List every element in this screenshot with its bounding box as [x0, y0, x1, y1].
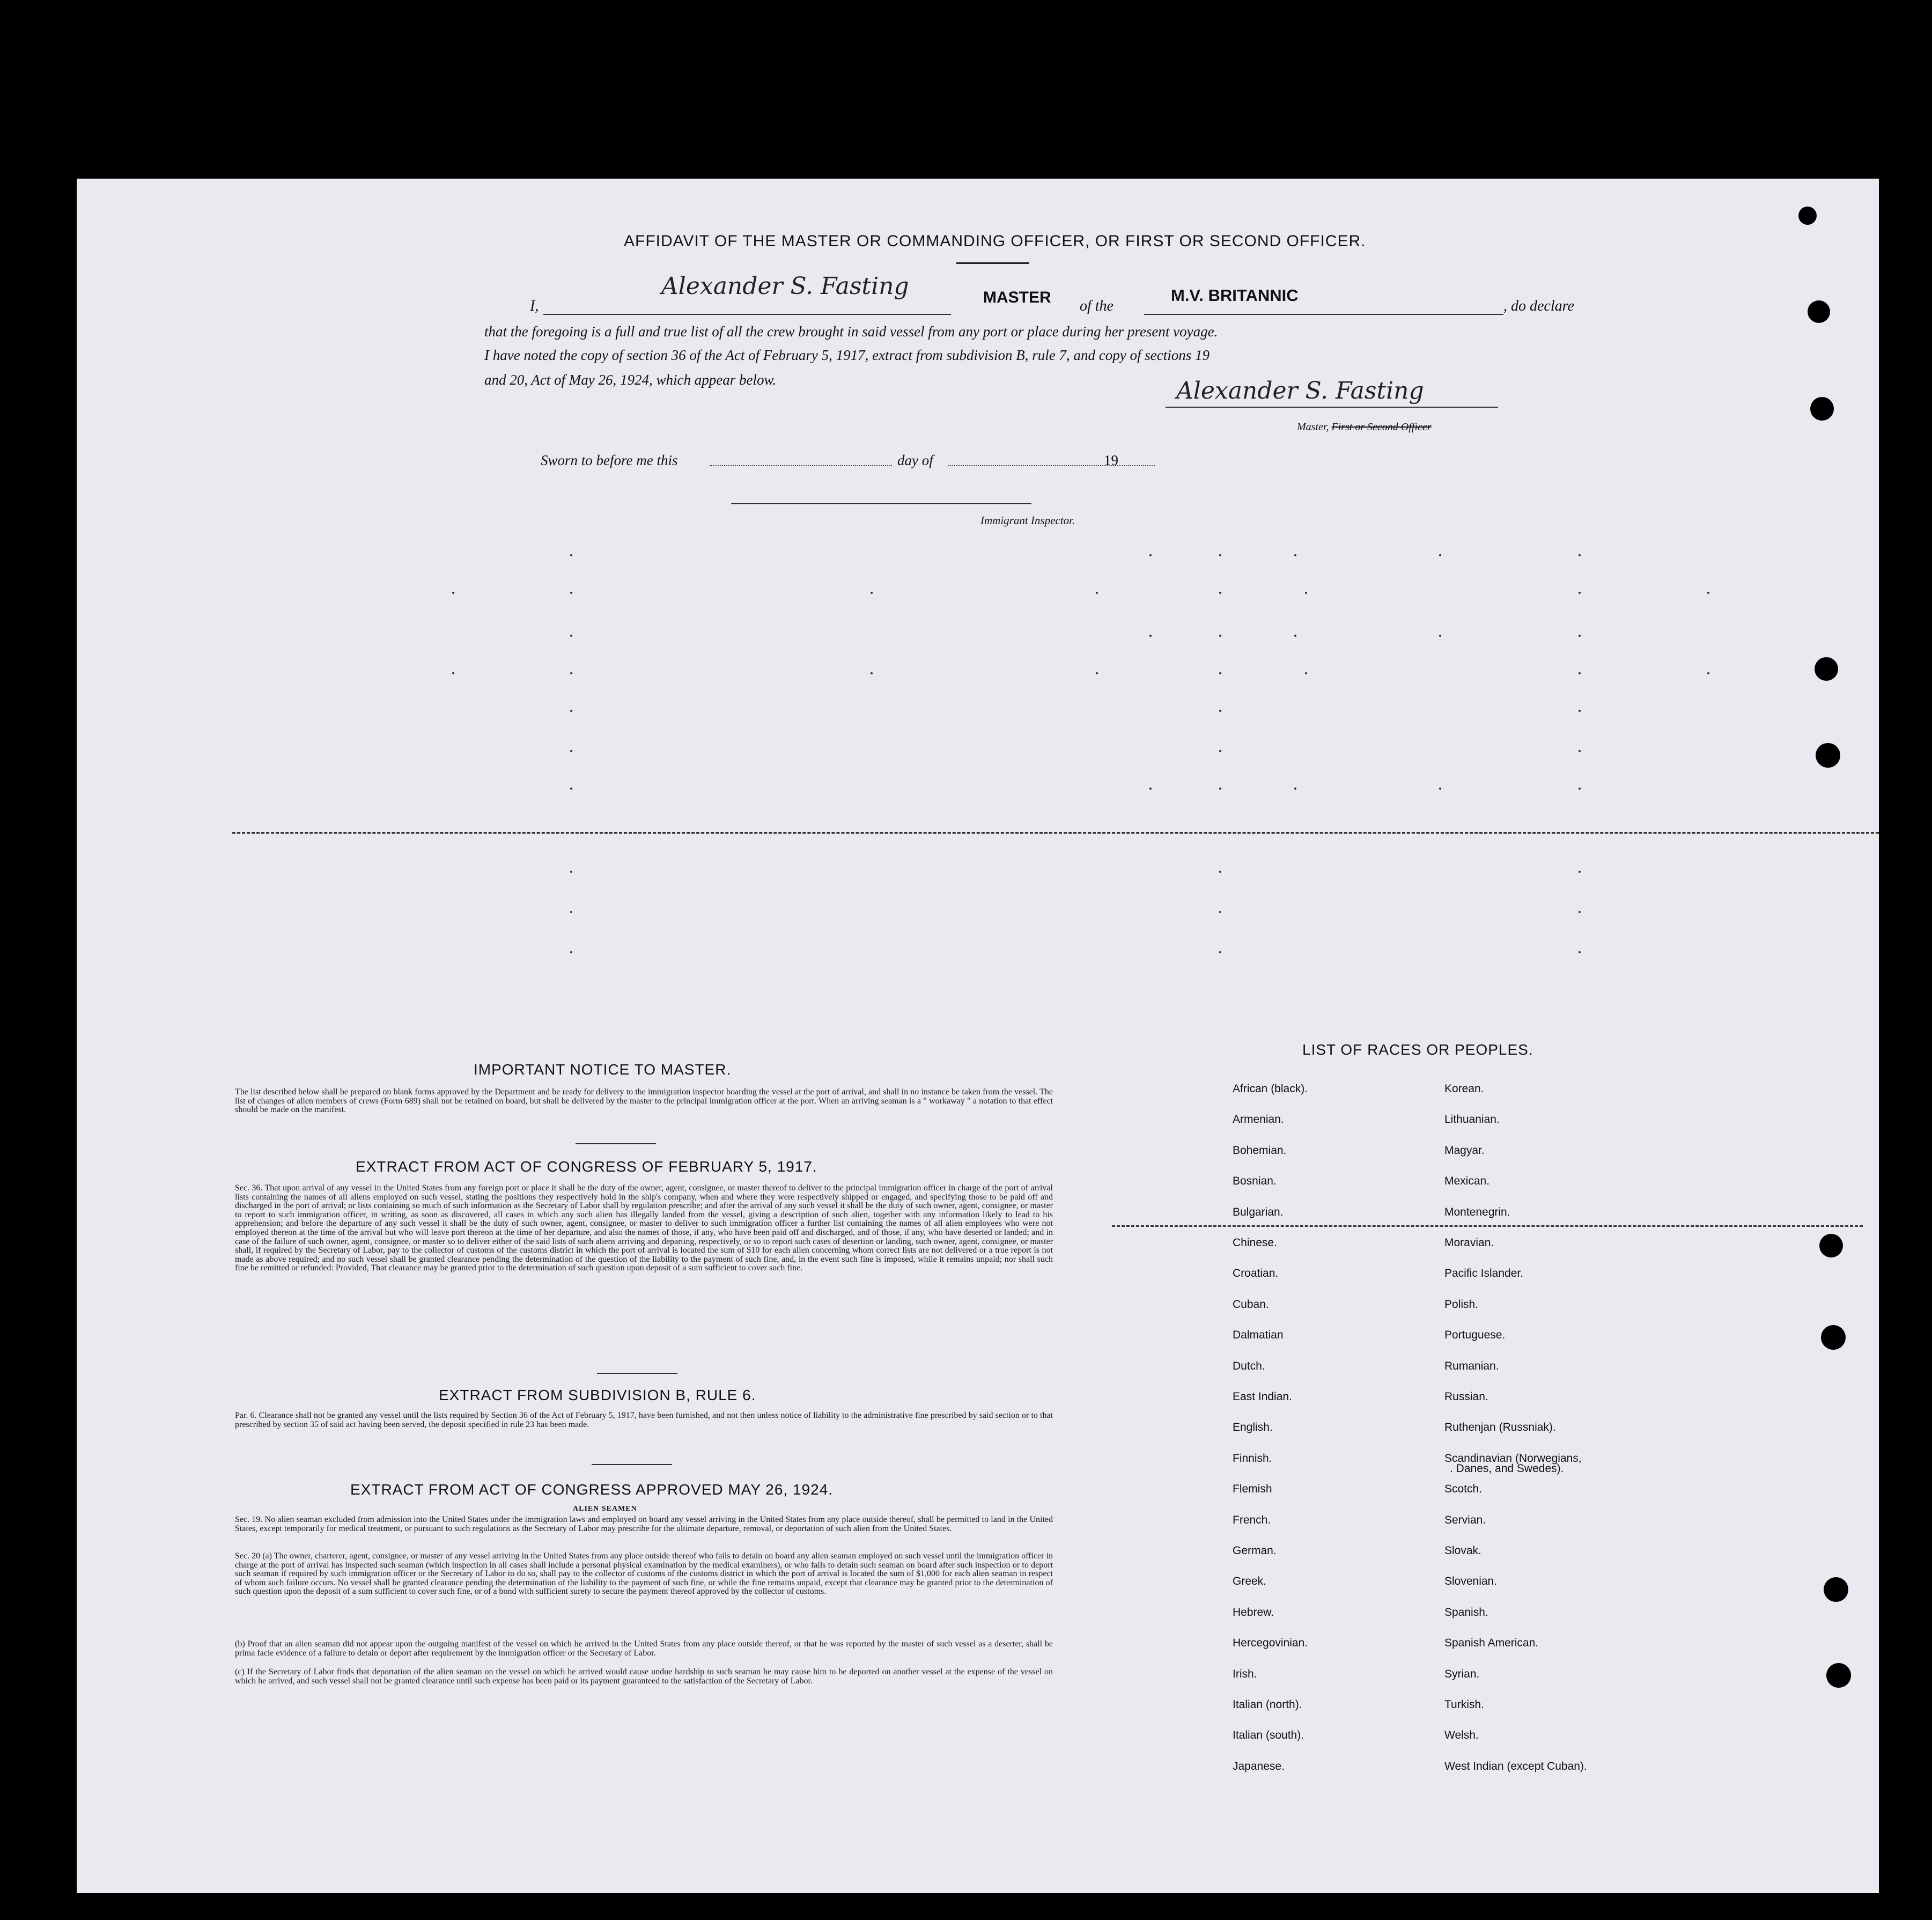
race-item: German. — [1233, 1544, 1277, 1557]
race-item: Irish. — [1233, 1667, 1257, 1680]
race-item: Spanish American. — [1444, 1637, 1539, 1650]
of-the-label: of the — [1080, 298, 1114, 314]
race-item: Syrian. — [1444, 1667, 1480, 1680]
sworn-day-label: day of — [897, 452, 933, 468]
dot-mark — [1219, 750, 1221, 752]
binder-hole — [1816, 743, 1840, 768]
dot-mark — [1579, 750, 1581, 752]
vessel-name: M.V. BRITANNIC — [1171, 286, 1299, 305]
binder-hole — [1808, 300, 1830, 323]
dot-mark — [1294, 635, 1296, 637]
dot-mark — [570, 710, 572, 712]
signature-underline — [1166, 407, 1498, 408]
affidavit-title: AFFIDAVIT OF THE MASTER OR COMMANDING OFFICER, OR FIRST OR SECOND OFFICER. — [624, 232, 1366, 250]
affidavit-line-4: and 20, Act of May 26, 1924, which appear below. — [484, 372, 777, 388]
races-title: LIST OF RACES OR PEOPLES. — [1302, 1041, 1533, 1058]
race-item: Dalmatian — [1233, 1329, 1284, 1342]
race-item: Slovenian. — [1444, 1575, 1498, 1588]
dot-mark — [1219, 788, 1221, 790]
race-item: Welsh. — [1444, 1729, 1479, 1742]
race-item: Hercegovinian. — [1233, 1637, 1308, 1650]
dot-mark — [1219, 635, 1221, 637]
dot-mark — [1294, 788, 1296, 790]
race-item: Dutch. — [1233, 1359, 1265, 1372]
dot-mark — [452, 592, 454, 594]
dot-mark — [1219, 871, 1221, 873]
race-item: African (black). — [1233, 1083, 1308, 1095]
race-item: Chinese. — [1233, 1237, 1277, 1249]
race-item: Finnish. — [1233, 1452, 1272, 1465]
dot-mark — [1579, 635, 1581, 637]
do-declare-label: , do declare — [1503, 298, 1574, 314]
race-item: Scotch. — [1444, 1483, 1483, 1496]
dot-mark — [570, 911, 572, 913]
binder-hole — [1798, 207, 1817, 225]
dot-mark — [570, 672, 572, 674]
dot-mark — [1439, 635, 1441, 637]
binder-hole — [1819, 1234, 1843, 1257]
race-item: Italian (north). — [1233, 1698, 1302, 1711]
dot-mark — [1305, 672, 1307, 674]
race-item: Slovak. — [1444, 1544, 1481, 1557]
name-underline — [543, 314, 951, 315]
signature-caption — [1297, 421, 1432, 433]
race-item: West Indian (except Cuban). — [1444, 1760, 1587, 1772]
document-page — [77, 179, 1879, 1893]
extract-1924-title: EXTRACT FROM ACT OF CONGRESS APPROVED MAY 26, 1924. — [350, 1481, 834, 1498]
race-item: Portuguese. — [1444, 1329, 1506, 1342]
sworn-year: 19 — [1104, 452, 1118, 468]
dot-mark — [1579, 710, 1581, 712]
race-item: Bohemian. — [1233, 1144, 1287, 1157]
dot-mark — [570, 788, 572, 790]
binder-hole — [1821, 1325, 1846, 1350]
extract-1917-title: EXTRACT FROM ACT OF CONGRESS OF FEBRUARY 5, 1917. — [356, 1158, 817, 1175]
race-item: Croatian. — [1233, 1267, 1279, 1280]
dot-mark — [570, 592, 572, 594]
race-item: East Indian. — [1233, 1391, 1292, 1403]
race-item: Scandinavian (Norwegians, — [1444, 1452, 1582, 1465]
dot-mark — [1439, 788, 1441, 790]
race-item: Pacific Islander. — [1444, 1267, 1524, 1280]
dot-mark — [452, 672, 454, 674]
race-item: Armenian. — [1233, 1113, 1284, 1126]
sworn-month-blank — [948, 465, 1155, 466]
dot-mark — [1096, 592, 1098, 594]
title-rule — [956, 262, 1029, 264]
extract-1924-sec20c: (c) If the Secretary of Labor finds that deportation of the alien seaman on the vessel on which he arrived would cause undue hardship to such seaman he may cause him to be deported on another vessel at the expense of the vessel on which he arrived, and such vessel shall not be granted clearance until such expense has been paid or its payment guaranteed to the satisfaction of the Secretary of Labor. — [235, 1667, 1053, 1686]
race-item: Moravian. — [1444, 1237, 1494, 1249]
rule6-body: Par. 6. Clearance shall not be granted any vessel until the lists required by Section 36 of the Act of February 5, 1917, have been furnished, and not then unless notice of liability to the administrative fine prescribed by said section or to that prescribed by section 35 of said act having been served, the deposit specified in rule 23 has been made. — [235, 1411, 1053, 1429]
dot-mark — [1305, 592, 1307, 594]
race-item: Mexican. — [1444, 1175, 1490, 1188]
upper-divider-line — [232, 832, 1879, 834]
dot-mark — [1219, 672, 1221, 674]
dot-mark — [1579, 554, 1581, 556]
rule6-rule — [592, 1464, 672, 1465]
dot-mark — [1219, 951, 1221, 953]
signature-name: Alexander S. Fasting — [661, 273, 909, 300]
dot-mark — [1707, 592, 1709, 594]
race-item: Bosnian. — [1233, 1175, 1277, 1188]
dot-mark — [1219, 911, 1221, 913]
dot-mark — [1439, 554, 1441, 556]
binder-hole — [1826, 1663, 1851, 1688]
sworn-prefix: Sworn to before me this — [541, 452, 678, 468]
binder-hole — [1810, 397, 1834, 421]
dot-mark — [1294, 554, 1296, 556]
race-item: Polish. — [1444, 1298, 1479, 1311]
race-item: Bulgarian. — [1233, 1205, 1284, 1218]
lower-divider-line — [1112, 1225, 1863, 1227]
dot-mark — [1219, 592, 1221, 594]
dot-mark — [1707, 672, 1709, 674]
extract-1924-sec20b: (b) Proof that an alien seaman did not appear upon the outgoing manifest of the vessel on which he arrived in the United States from any place outside thereof, or that he was reported by the master of such vessel as a deserter, shall be prima facie evidence of a failure to detain or deport after requirement by the immigration officer or the Secretary of Labor. — [235, 1639, 1053, 1658]
dot-mark — [1579, 592, 1581, 594]
race-item: Spanish. — [1444, 1606, 1488, 1619]
extract-1924-sec20a: Sec. 20 (a) The owner, charterer, agent, consignee, or master of any vessel arriving in the United States from any place outside thereof who fails to detain on board any alien seaman employed on such vessel until the immigration officer in charge at the port of arrival has inspected such seaman (which inspection in all cases shall include a personal physical examination by the medical examiners), or who fails to detain such seaman on board after such inspection or to deport such seaman if required by such immigration officer or the Secretary of Labor to do so, shall pay to the collector of customs of the customs district in which the port of arrival is located the sum of $1,000 for each alien seaman in respect of whom such failure occurs. No vessel shall be granted clearance pending the determination of the liability to the payment of such fine, or while the fine remains unpaid, except that clearance may be granted prior to the determination of such question upon the deposit of a sum sufficient to cover such fine, or of a bond with sufficient surety to secure the payment thereof approved by the collector of customs. — [235, 1551, 1053, 1597]
race-item: Greek. — [1233, 1575, 1267, 1588]
caption-struck-officer: First or Second Officer — [1331, 421, 1432, 433]
dot-mark — [1149, 554, 1152, 556]
race-item: Ruthenjan (Russniak). — [1444, 1421, 1556, 1434]
binder-hole — [1815, 657, 1838, 681]
notice-body: The list described below shall be prepared on blank forms approved by the Department and be ready for delivery to the immigration inspector boarding the vessel at the port of arrival, and shall in no instance be taken from the vessel. The list of changes of alien members of crews (Form 689) shall not be retained on board, but shall be delivered by the master to the principal immigration officer at the port. When an arriving seaman is a " workaway " a notation to that effect should be made on the manifest. — [235, 1087, 1053, 1115]
affidavit-line-3: I have noted the copy of section 36 of the Act of February 5, 1917, extract from subdivision B, rule 7, and copy of sections 19 — [484, 347, 1210, 363]
dot-mark — [1096, 672, 1098, 674]
rule6-title: EXTRACT FROM SUBDIVISION B, RULE 6. — [439, 1387, 756, 1403]
race-item: Russian. — [1444, 1391, 1488, 1403]
race-item: English. — [1233, 1421, 1273, 1434]
alien-seamen-subtitle: ALIEN SEAMEN — [573, 1505, 637, 1513]
i-label: I, — [530, 298, 539, 314]
affidavit-line-2: that the foregoing is a full and true list of all the crew brought in said vessel from any port or place during her present voyage. — [484, 323, 1218, 340]
dot-mark — [871, 592, 873, 594]
dot-mark — [570, 951, 572, 953]
notice-title: IMPORTANT NOTICE TO MASTER. — [474, 1061, 732, 1078]
dot-mark — [1579, 672, 1581, 674]
extract-1924-sec19: Sec. 19. No alien seaman excluded from admission into the United States under the immigration laws and employed on board any vessel arriving in the United States from any place outside thereof, shall be permitted to land in the United States, except temporarily for medical treatment, or pursuant to such regulations as the Secretary of Labor may prescribe for the ultimate departure, removal, or deportation of such alien from the United States. — [235, 1515, 1053, 1533]
caption-master: Master, — [1297, 421, 1329, 433]
race-item: Rumanian. — [1444, 1359, 1499, 1372]
dot-mark — [1579, 871, 1581, 873]
race-item: Flemish — [1233, 1483, 1272, 1496]
inspector-caption: Immigrant Inspector. — [980, 514, 1075, 527]
race-item: Servian. — [1444, 1513, 1486, 1526]
dot-mark — [871, 672, 873, 674]
race-item: Cuban. — [1233, 1298, 1269, 1311]
dot-mark — [1149, 788, 1152, 790]
dot-mark — [570, 750, 572, 752]
race-item: Turkish. — [1444, 1698, 1484, 1711]
dot-mark — [1219, 554, 1221, 556]
race-item: French. — [1233, 1513, 1271, 1526]
inspector-underline — [731, 503, 1031, 504]
race-item: Lithuanian. — [1444, 1113, 1500, 1126]
race-item: Montenegrin. — [1444, 1205, 1510, 1218]
dot-mark — [570, 554, 572, 556]
dot-mark — [1579, 911, 1581, 913]
sworn-line — [541, 452, 678, 469]
dot-mark — [570, 635, 572, 637]
sworn-day-blank — [710, 465, 892, 466]
race-item: Italian (south). — [1233, 1729, 1304, 1742]
binder-hole — [1824, 1577, 1848, 1602]
dot-mark — [1579, 788, 1581, 790]
vessel-underline — [1144, 314, 1503, 315]
race-item: Magyar. — [1444, 1144, 1485, 1157]
extract-1917-rule — [597, 1373, 677, 1374]
dot-mark — [1219, 710, 1221, 712]
dot-mark — [1149, 635, 1152, 637]
extract-1917-body: Sec. 36. That upon arrival of any vessel in the United States from any foreign port or place it shall be the duty of the owner, agent, consignee, or master thereof to deliver to the principal immigration officer in charge of the port of arrival lists containing the names of all aliens employed on such vessel, stating the positions they respectively hold in the ship's company, when and where they were respectively shipped or engaged, and specifying those to be paid off and discharged in the port of arrival; or lists containing so much of such information as the Secretary of Labor shall by regulation prescribe; and after the arrival of any such vessel it shall be the duty of such owner, agent, consignee, or master to report to such immigration officer, in writing, as soon as discovered, all cases in which any such alien has illegally landed from the vessel, giving a description of such alien, together with any information likely to lead to his apprehension; and before the departure of any such vessel it shall be the duty of such owner, agent, consignee, or master to deliver to such immigration officer a further list containing the names of all alien employees who were not employed thereon at the time of the arrival but who will leave port thereon at the time of her departure, and also the names of those, if any, who have been paid off and discharged, and of those, if any, who have deserted or landed; and in case of the failure of such owner, agent, consignee, or master so to deliver either of the said lists of such aliens arriving and departing, respectively, or so to report such cases of desertion or landing, such owner, agent, consignee, or master shall, if required by the Secretary of Labor, pay to the collector of customs of the customs district in which the port of arrival is located the sum of $10 for each alien concerning whom correct lists are not delivered or a true report is not made as above required; and no such vessel shall be granted clearance pending the determination of the question of the liability to the payment of such fine, and, in the event such fine is imposed, while it remains unpaid; nor shall such fine be remitted or refunded: Provided, That clearance may be granted prior to the determination of such question upon deposit of a sum sufficient to cover such fine. — [235, 1183, 1053, 1273]
race-item: Hebrew. — [1233, 1606, 1274, 1619]
race-item: Korean. — [1444, 1083, 1484, 1095]
dot-mark — [570, 871, 572, 873]
race-right-continuation: . Danes, and Swedes). — [1450, 1462, 1564, 1475]
dot-mark — [1579, 951, 1581, 953]
notice-rule — [576, 1143, 656, 1144]
rank-value: MASTER — [983, 289, 1051, 306]
master-signature: Alexander S. Fasting — [1176, 377, 1424, 404]
race-item: Japanese. — [1233, 1760, 1285, 1772]
